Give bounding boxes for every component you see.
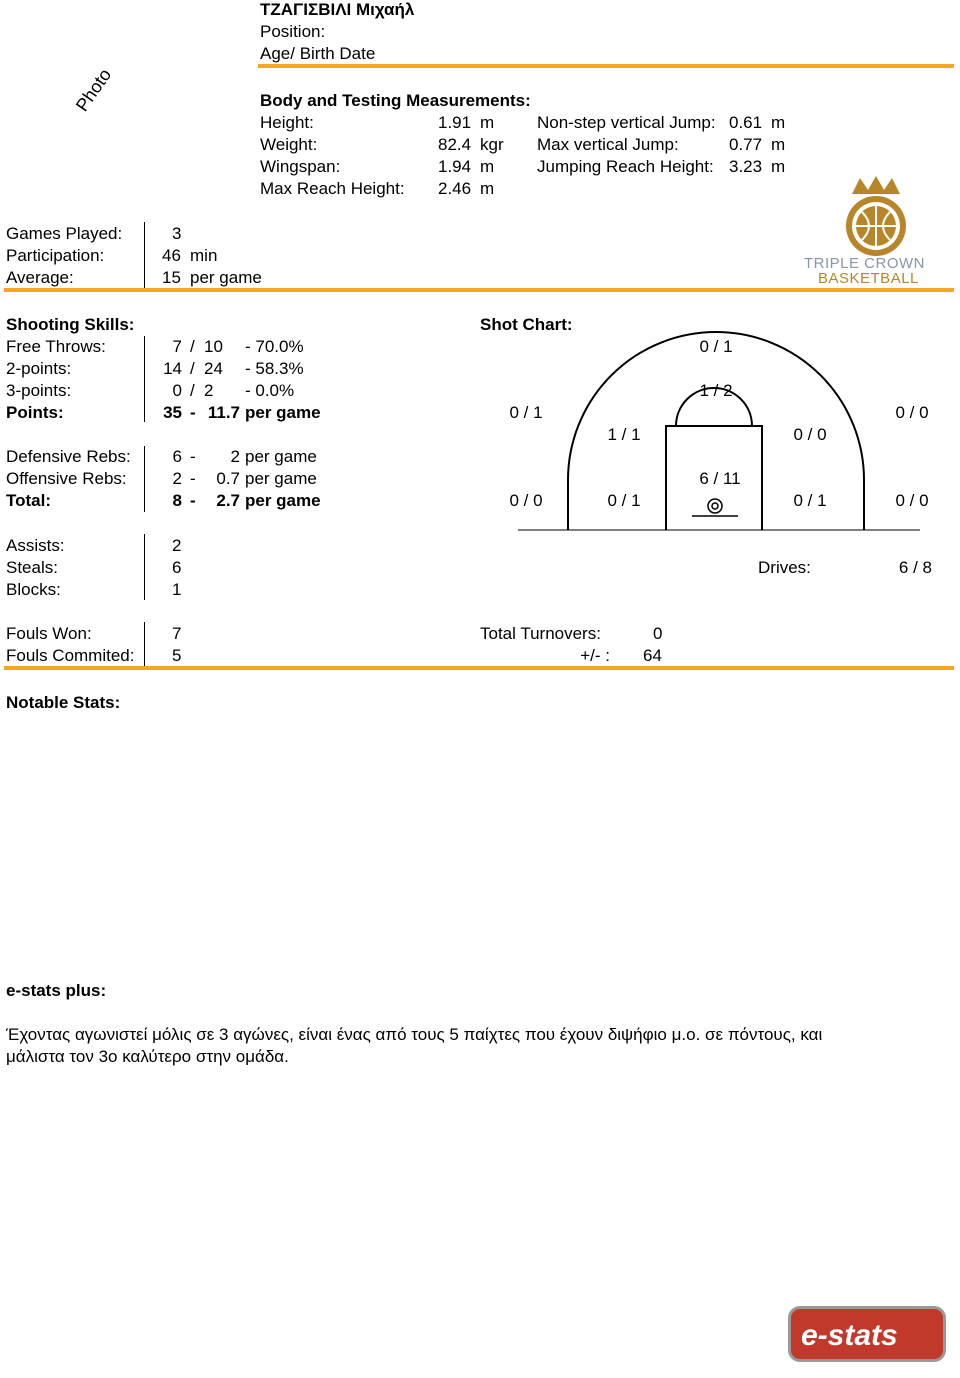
shot-left-wing: 0 / 1	[509, 403, 543, 422]
tot-reb-avg: 2.7	[216, 491, 240, 510]
games-played-value: 3	[172, 224, 182, 243]
p2-pct: - 58.3%	[245, 359, 304, 378]
ft-slash: /	[190, 337, 195, 356]
assists-value: 2	[172, 536, 182, 555]
shot-right-baseline: 0 / 1	[793, 491, 827, 510]
height-value: 1.91	[438, 113, 472, 132]
participation-label: Participation:	[6, 246, 105, 265]
shot-left-elbow: 1 / 1	[607, 425, 641, 444]
fouls-divider	[144, 622, 145, 666]
p3-att: 2	[204, 381, 214, 400]
ft-made: 7	[172, 337, 182, 356]
drives-value: 6 / 8	[898, 558, 932, 577]
fouls-won-label: Fouls Won:	[6, 624, 92, 643]
p3-slash: /	[190, 381, 195, 400]
wingspan-value: 1.94	[438, 157, 472, 176]
turnovers-value: 0	[653, 624, 663, 643]
nonstep-value: 0.61	[729, 113, 763, 132]
participation-value: 46	[162, 246, 181, 265]
games-divider	[144, 222, 145, 288]
off-reb-total: 2	[172, 469, 182, 488]
average-value: 15	[162, 268, 181, 287]
p3-label: 3-points:	[6, 381, 72, 400]
measurements-title: Body and Testing Measurements:	[260, 91, 531, 110]
fouls-com-value: 5	[172, 646, 182, 665]
p2-made: 14	[163, 359, 182, 378]
points-dash: -	[190, 403, 196, 422]
games-divider-rule	[4, 288, 954, 292]
off-reb-unit: per game	[245, 469, 317, 488]
p2-label: 2-points:	[6, 359, 72, 378]
def-reb-dash: -	[190, 447, 196, 466]
ft-label: Free Throws:	[6, 337, 106, 356]
estats-title: e-stats plus:	[6, 981, 107, 1000]
misc-divider	[144, 534, 145, 600]
def-reb-total: 6	[172, 447, 182, 466]
def-reb-unit: per game	[245, 447, 317, 466]
weight-label: Weight:	[260, 135, 318, 154]
shot-right-elbow: 0 / 0	[793, 425, 827, 444]
jumpreach-value: 3.23	[729, 157, 763, 176]
def-reb-label: Defensive Rebs:	[6, 447, 131, 466]
estats-footer-logo-text: e-stats	[801, 1319, 898, 1352]
tot-reb-dash: -	[190, 491, 196, 510]
nonstep-unit: m	[771, 113, 786, 132]
height-unit: m	[480, 113, 495, 132]
shot-chart-title: Shot Chart:	[480, 315, 573, 334]
logo-line2: BASKETBALL	[818, 270, 919, 287]
estats-line2: μάλιστα τον 3ο καλύτερο στην ομάδα.	[6, 1047, 289, 1066]
shot-right-wing: 0 / 0	[895, 403, 929, 422]
maxreach-label: Max Reach Height:	[260, 179, 405, 198]
shooting-title: Shooting Skills:	[6, 315, 135, 334]
p3-made: 0	[172, 381, 182, 400]
maxvert-unit: m	[771, 135, 786, 154]
plusminus-label: +/- :	[580, 646, 610, 665]
points-total: 35	[163, 403, 182, 422]
position-label: Position:	[260, 22, 326, 41]
points-label: Points:	[6, 403, 64, 422]
maxvert-value: 0.77	[729, 135, 763, 154]
weight-value: 82.4	[438, 135, 472, 154]
off-reb-label: Offensive Rebs:	[6, 469, 127, 488]
triple-crown-logo-icon	[838, 176, 914, 258]
p3-pct: - 0.0%	[245, 381, 295, 400]
participation-unit: min	[190, 246, 218, 265]
tot-reb-unit: per game	[245, 491, 321, 510]
turnovers-label: Total Turnovers:	[480, 624, 601, 643]
photo-placeholder: Photo	[71, 64, 116, 116]
header-divider	[258, 64, 954, 68]
logo-line1: TRIPLE CROWN	[804, 255, 926, 272]
average-label: Average:	[6, 268, 74, 287]
def-reb-avg: 2	[230, 447, 240, 466]
drives-label: Drives:	[758, 558, 811, 577]
nonstep-label: Non-step vertical Jump:	[537, 113, 716, 132]
off-reb-dash: -	[190, 469, 196, 488]
player-name: ΤΖΑΓΙΣΒΙΛΙ Μιχαήλ	[260, 0, 415, 19]
maxreach-unit: m	[480, 179, 495, 198]
jumpreach-label: Jumping Reach Height:	[537, 157, 714, 176]
average-unit: per game	[190, 268, 262, 287]
fouls-com-label: Fouls Commited:	[6, 646, 135, 665]
estats-footer-logo	[788, 1306, 946, 1362]
steals-value: 6	[172, 558, 182, 577]
wingspan-label: Wingspan:	[260, 157, 341, 176]
p2-slash: /	[190, 359, 195, 378]
jumpreach-unit: m	[771, 157, 786, 176]
points-unit: per game	[245, 403, 321, 422]
tot-reb-total: 8	[172, 491, 182, 510]
shot-ft-circle: 1 / 2	[699, 381, 733, 400]
p2-att: 24	[204, 359, 223, 378]
plusminus-value: 64	[643, 646, 662, 665]
blocks-value: 1	[172, 580, 182, 599]
games-played-label: Games Played:	[6, 224, 123, 243]
shot-right-corner: 0 / 0	[895, 491, 929, 510]
maxvert-label: Max vertical Jump:	[537, 135, 679, 154]
shot-left-corner: 0 / 0	[509, 491, 543, 510]
height-label: Height:	[260, 113, 314, 132]
maxreach-value: 2.46	[438, 179, 472, 198]
shot-paint: 6 / 11	[699, 469, 741, 488]
assists-label: Assists:	[6, 536, 65, 555]
fouls-won-value: 7	[172, 624, 182, 643]
points-avg: 11.7	[207, 403, 240, 422]
age-label: Age/ Birth Date	[260, 44, 376, 63]
shot-left-baseline: 0 / 1	[607, 491, 641, 510]
wingspan-unit: m	[480, 157, 495, 176]
shot-top-center: 0 / 1	[699, 337, 733, 356]
weight-unit: kgr	[480, 135, 504, 154]
tot-reb-label: Total:	[6, 491, 52, 510]
notable-title: Notable Stats:	[6, 693, 121, 712]
blocks-label: Blocks:	[6, 580, 61, 599]
off-reb-avg: 0.7	[216, 469, 240, 488]
rebounds-divider	[144, 446, 145, 512]
fouls-divider-rule	[4, 666, 954, 670]
steals-label: Steals:	[6, 558, 58, 577]
shooting-divider	[144, 336, 145, 422]
ft-pct: - 70.0%	[245, 337, 304, 356]
ft-att: 10	[204, 337, 223, 356]
estats-line1: Έχοντας αγωνιστεί μόλις σε 3 αγώνες, είναι ένας από τους 5 παίχτες που έχουν διψήφιο μ.ο. σε πόντους, και	[6, 1025, 823, 1044]
